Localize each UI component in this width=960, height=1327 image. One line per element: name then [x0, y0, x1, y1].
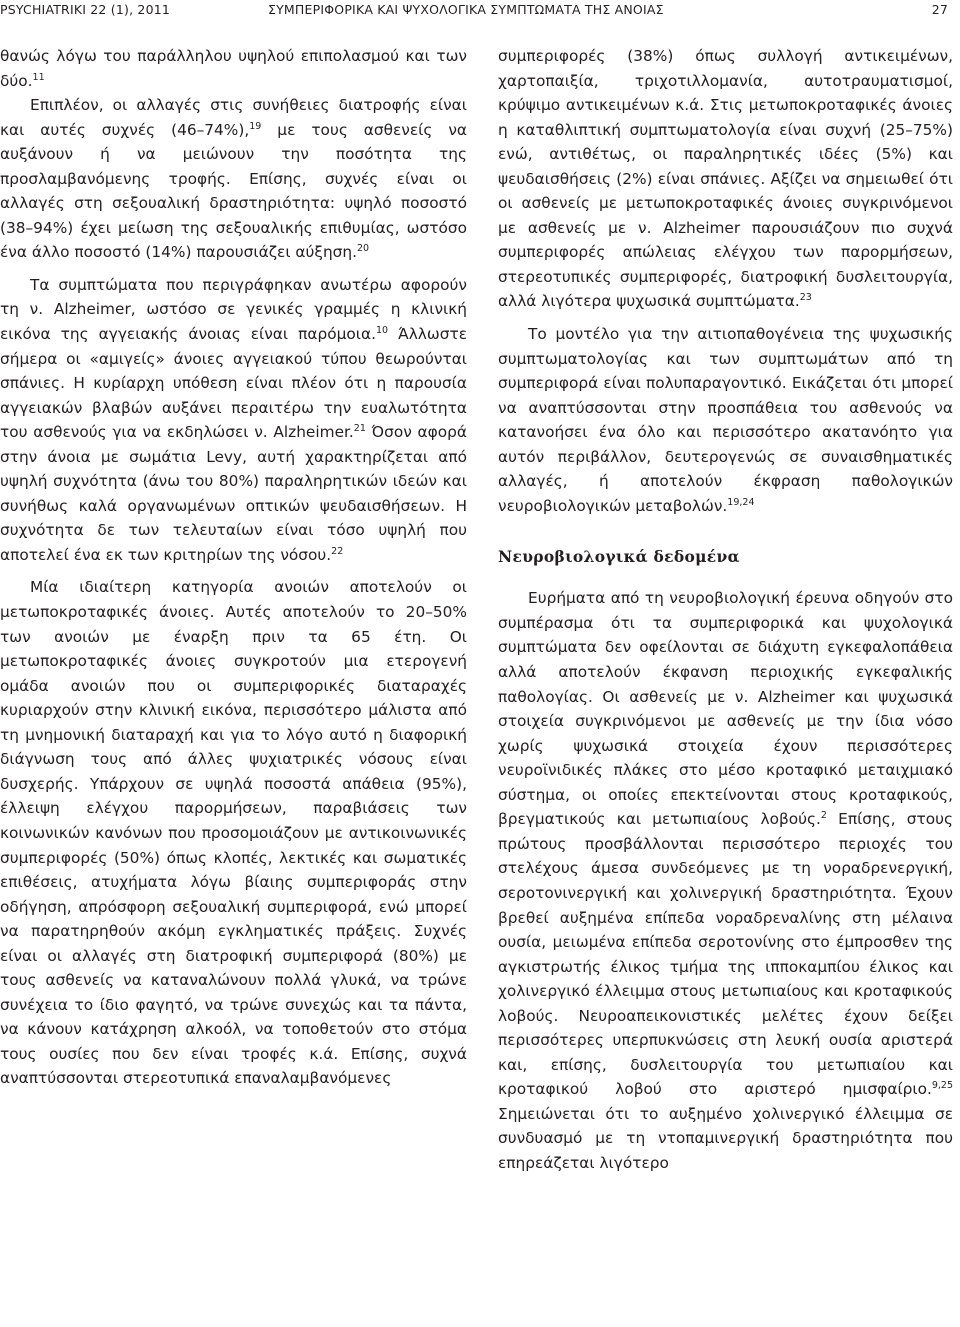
paragraph: συμπεριφορές (38%) όπως συλλογή αντικειμένων, χαρτοπαιξία, τριχοτιλλομανία, αυτοτραυματισμοί, κρύψιμο αντικειμένων κ.ά. Στις μετωποκροταφικές άνοιες η καταθλιπτική συμπτωματολογία είναι συχνή (25–75%) ενώ, αντιθέτως, οι παραληρητικές ιδέες (5%) και ψευδαισθήσεις (2%) είναι σπάνιες. Αξίζει να σημειωθεί ότι οι ασθενείς με μετωποκροταφικές άνοιες συγκρινόμενοι με ασθενείς με ν. Alzheimer παρουσιάζουν πιο συχνά συμπεριφορές απώλειας ελέγχου των παρορμήσεων, στερεοτυπικές συμπεριφορές, διατροφική δυσλειτουργία, αλλά λιγότερα ψυχωσικά συμπτώματα.$^{23}$ — [498, 47, 953, 311]
citation: 19,24 — [727, 496, 755, 508]
citation: 2 — [820, 810, 827, 822]
citation: 11 — [32, 71, 45, 83]
paragraph: Το μοντέλο για την αιτιοπαθογένεια της ψυχωσικής συμπτωματολογίας και των συμπτωμάτων από τη συμπεριφορά είναι πολυπαραγοντικό. Εικάζεται ότι μπορεί να αναπτύσσονται στην προσπάθεια του ασθενούς να κατανοήσει ένα όλο και περισσότερο ακατανόητο για αυτόν περιβάλλον, δευτερογενώς σε συναισθηματικές αλλαγές, ή αποτελούν έκφραση παθολογικών νευροβιολογικών μεταβολών.$^{19,24}$ — [498, 325, 953, 515]
paragraph: Μία ιδιαίτερη κατηγορία ανοιών αποτελούν οι μετωποκροταφικές άνοιες. Αυτές αποτελούν το 20–50% των ανοιών με έναρξη πριν τα 65 έτη. Οι μετωποκροταφικές άνοιες συγκροτούν μια ετερογενή ομάδα ανοιών που οι συμπεριφορικές διαταραχές κυριαρχούν στην κλινική εικόνα, περισσότερο μάλιστα από τη μνημονική διαταραχή και για το λόγο αυτό η διαφορική διάγνωση τους από άλλες ψυχιατρικές νόσους είναι δυσχερής. Υπάρχουν σε υψηλά ποσοστά απάθεια (95%), έλλειψη ελέγχου παρορμήσεων, παραβιάσεις των κοινωνικών κανόνων που προσομοιάζουν με αντικοινωνικές συμπεριφορές (50%) όπως κλοπές, λεκτικές και σωματικές επιθέσεις, ατυχήματα λόγω βίαιης συμπεριφοράς στην οδήγηση, απρόσφορη σεξουαλική συμπεριφορά, ενώ μπορεί να παρατηρηθούν ακόμη εγκληματικές πράξεις. Συχνές είναι οι αλλαγές στη διατροφική συμπεριφορά (80%) με τους ασθενείς να καταναλώνουν πολλά γλυκά, να τρώνε συνέχεια το ίδιο φαγητό, να τρώνε συνεχώς και τα πάντα, να κάνουν κατάχρηση αλκοόλ, να τοποθετούν στο στόμα τους ουσίες που δεν είναι τροφές κ.ά. Επίσης, συχνά αναπτύσσονται στερεοτυπικά επαναλαμβανόμενες — [0, 578, 467, 1088]
citation: 22 — [331, 545, 344, 557]
citation: 19 — [249, 120, 262, 132]
paragraph: Ευρήματα από τη νευροβιολογική έρευνα οδηγούν στο συμπέρασμα ότι τα συμπεριφορικά και ψυχολογικά συμπτώματα δεν οφείλονται σε διάχυτη εγκεφαλοπάθεια αλλά αποτελούν έκφανση περιοχικής εγκεφαλικής παθολογίας. Οι ασθενείς με ν. Alzheimer και ψυχωσικά στοιχεία συγκρινόμενοι με ασθενείς με την ίδια νόσο χωρίς ψυχωσικά στοιχεία έχουν περισσότερες νευροϊνιδικές πλάκες στο μέσο κροταφικό μεταιχμιακό σύστημα, οι οποίες επεκτείνονται στους κροταφικούς, βρεγματικούς και μετωπιαίους λοβούς.$^2$ Επίσης, στους πρώτους προσβάλλονται περισσότερο περιοχές του στελέχους άμεσα συνδεόμενες με τη νοραδρενεργική, σεροτονινεργική και χολινεργική δραστηριότητα. Έχουν βρεθεί αυξημένα επίπεδα νοραδρεναλίνης στη μέλαινα ουσία, μειωμένα επίπεδα σεροτονίνης στο έμπροσθεν της αγκιστρωτής έλικος τμήμα της ιπποκαμπίου έλικος και χολινεργικό έλλειμμα στους μετωπιαίους και κροταφικούς λοβούς. Νευροαπεικονιστικές μελέτες έχουν δείξει περισσότερες υπερπυκνώσεις στη λευκή ουσία αριστερά και, επίσης, δυσλειτουργία του μετωπιαίου και κροταφικού λοβού στο αριστερό ημισφαίριο.$^{9,25}$ Σημειώνεται ότι το αυξημένο χολινεργικό έλλειμμα σε συνδυασμό με τη ντοπαμινεργική δραστηριότητα που επηρεάζεται λιγότερο — [498, 589, 953, 1172]
paragraph: Επιπλέον, οι αλλαγές στις συνήθειες διατροφής είναι και αυτές συχνές (46–74%),$^{19}$ με τους ασθενείς να αυξάνουν ή να μειώνουν την ποσότητα της προσλαμβανόμενης τροφής. Επίσης, συχνές είναι οι αλλαγές στη σεξουαλική δραστηριότητα: υψηλό ποσοστό (38–94%) έχει μείωση της σεξουαλικής επιθυμίας, ωστόσο ένα άλλο ποσοστό (14%) παρουσιάζει αύξηση.$^{20}$ — [0, 96, 468, 262]
left-column — [0, 44, 467, 1091]
section-heading: Νευροβιολογικά δεδομένα — [498, 547, 740, 567]
paragraph: θανώς λόγω του παράλληλου υψηλού επιπολασμού και των δύο.$^{11}$ — [0, 47, 467, 90]
right-column — [498, 44, 953, 1176]
citation: 23 — [799, 292, 812, 304]
running-title: ΣΥΜΠΕΡΙΦΟΡΙΚΑ ΚΑΙ ΨΥΧΟΛΟΓΙΚΑ ΣΥΜΠΤΩΜΑΤΑ ΤΗΣ ΑΝΟΙΑΣ — [268, 2, 664, 17]
page-header — [0, 0, 960, 20]
citation: 21 — [353, 423, 366, 435]
paragraph: Τα συμπτώματα που περιγράφηκαν ανωτέρω αφορούν τη ν. Alzheimer, ωστόσο σε γενικές γραμμές η κλινική εικόνα της αγγειακής άνοιας είναι παρόμοια.$^{10}$ Άλλωστε σήμερα οι «αμιγείς» άνοιες αγγειακού τύπου θεωρούνται σπάνιες. Η κυρίαρχη υπόθεση είναι πλέον ότι η παρουσία αγγειακών βλαβών αυξάνει περαιτέρω την ευαλωτότητα του ασθενούς για να εκδηλώσει ν. Alzheimer.$^{21}$ Όσον αφορά στην άνοια με σωμάτια Levy, αυτή χαρακτηρίζεται από υψηλή συχνότητα (άνω του 80%) παραληρητικών ιδεών και συνήθως καλά οργανωμένων οπτικών ψευδαισθήσεων. Η συχνότητα δε των τελευταίων είναι τόσο υψηλή που αποτελεί ένα εκ των κριτηρίων της νόσου.$^{22}$ — [0, 275, 467, 564]
page-number: 27 — [931, 2, 948, 17]
citation: 10 — [375, 325, 389, 337]
citation: 20 — [357, 243, 370, 255]
journal-name: PSYCHIATRIKI 22 (1), 2011 — [0, 2, 171, 17]
citation: 9,25 — [931, 1080, 953, 1092]
